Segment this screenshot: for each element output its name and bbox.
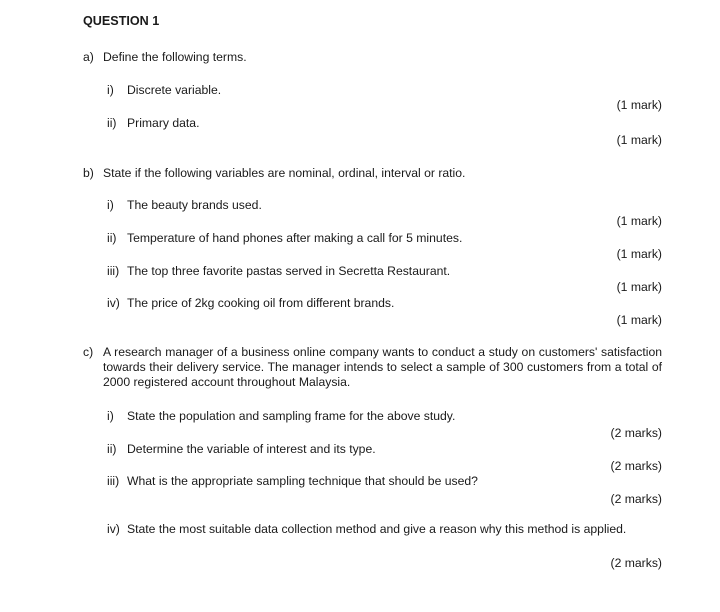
- part-b-item-3-mark: (1 mark): [616, 280, 662, 294]
- part-b-item-1-text: The beauty brands used.: [127, 198, 262, 212]
- part-b-item-1-num: i): [107, 198, 114, 212]
- part-b-item-2-text: Temperature of hand phones after making a call for 5 minutes.: [127, 231, 463, 245]
- part-a-item-2-text: Primary data.: [127, 116, 200, 130]
- part-b-item-4-mark: (1 mark): [616, 313, 662, 327]
- part-b-item-3-text: The top three favorite pastas served in Secretta Restaurant.: [127, 264, 451, 278]
- part-b-item-3-num: iii): [107, 264, 120, 278]
- part-c-item-2-text: Determine the variable of interest and its type.: [127, 442, 376, 456]
- part-c-item-2-num: ii): [107, 442, 117, 456]
- part-c-item-3-num: iii): [107, 474, 120, 488]
- part-a-item-1-num: i): [107, 83, 114, 97]
- part-b-item-1-mark: (1 mark): [616, 214, 662, 228]
- part-c-item-4-mark: (2 marks): [610, 556, 662, 570]
- part-b-item-2-num: ii): [107, 231, 117, 245]
- part-b-stem: State if the following variables are nominal, ordinal, interval or ratio.: [103, 166, 466, 180]
- part-b-item-2-mark: (1 mark): [616, 247, 662, 261]
- part-c-item-1-text: State the population and sampling frame for the above study.: [127, 409, 456, 423]
- part-c-item-3-text: What is the appropriate sampling technique that should be used?: [127, 474, 478, 488]
- part-c-item-4-num: iv): [107, 522, 120, 536]
- part-a-item-2-num: ii): [107, 116, 117, 130]
- question-title: QUESTION 1: [83, 14, 160, 28]
- part-c-item-1-num: i): [107, 409, 114, 423]
- part-b-label: b): [83, 166, 94, 180]
- part-c-item-2-mark: (2 marks): [610, 459, 662, 473]
- part-b-item-4-num: iv): [107, 296, 120, 310]
- part-c-label: c): [83, 345, 94, 359]
- part-a-item-1-text: Discrete variable.: [127, 83, 222, 97]
- part-c-stem: A research manager of a business online company wants to conduct a study on customers' satisfaction towards their delivery service. The manager intends to select a sample of 300 customers from a total of 2000 registered account throughout Malaysia.: [103, 345, 662, 389]
- part-b-item-4-text: The price of 2kg cooking oil from different brands.: [127, 296, 395, 310]
- part-a-label: a): [83, 50, 94, 64]
- part-a-item-1-mark: (1 mark): [616, 98, 662, 112]
- part-c-item-1-mark: (2 marks): [610, 426, 662, 440]
- part-a-stem: Define the following terms.: [103, 50, 247, 64]
- part-a-item-2-mark: (1 mark): [616, 133, 662, 147]
- part-c-item-3-mark: (2 marks): [610, 492, 662, 506]
- part-c-item-4-text: State the most suitable data collection method and give a reason why this method is applied.: [127, 522, 627, 536]
